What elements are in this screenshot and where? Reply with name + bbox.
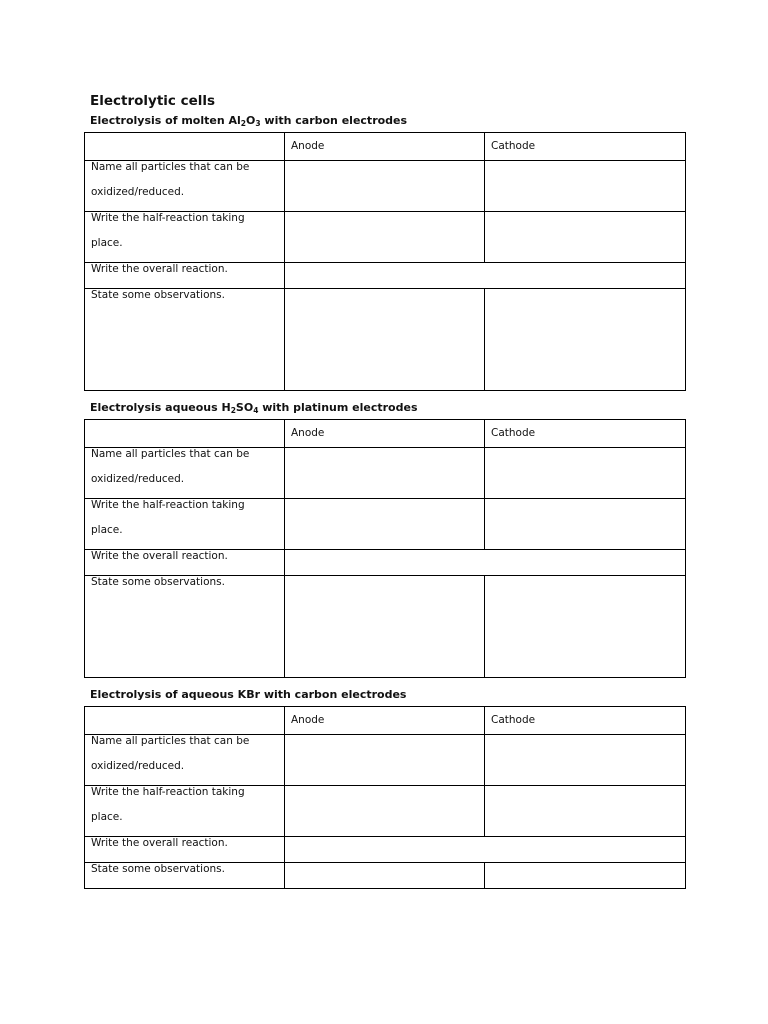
row-label: Write the overall reaction. <box>85 549 285 575</box>
row-label: State some observations. <box>85 288 285 390</box>
row-label: Name all particles that can be oxidized/reduced. <box>85 734 285 785</box>
cathode-answer-cell[interactable] <box>485 498 686 549</box>
row-label: Name all particles that can be oxidized/reduced. <box>85 447 285 498</box>
overall-reaction-answer-cell[interactable] <box>285 262 686 288</box>
header-cathode: Cathode <box>485 133 686 161</box>
row-label: State some observations. <box>85 862 285 888</box>
row-label: Write the half-reaction taking place. <box>85 785 285 836</box>
cathode-answer-cell[interactable] <box>485 160 686 211</box>
header-anode: Anode <box>285 420 485 448</box>
header-anode: Anode <box>285 707 485 735</box>
row-label: Write the half-reaction taking place. <box>85 211 285 262</box>
table-row <box>85 288 686 390</box>
row-label: State some observations. <box>85 575 285 677</box>
anode-answer-cell[interactable] <box>285 785 485 836</box>
anode-answer-cell[interactable] <box>285 575 485 677</box>
cathode-answer-cell[interactable] <box>485 288 686 390</box>
table-row <box>85 862 686 888</box>
anode-answer-cell[interactable] <box>285 447 485 498</box>
cathode-answer-cell[interactable] <box>485 211 686 262</box>
page-title: Electrolytic cells <box>90 93 216 109</box>
cathode-answer-cell[interactable] <box>485 734 686 785</box>
table-h2so4 <box>84 419 686 678</box>
table-kbr <box>84 706 686 889</box>
table-row <box>85 498 686 549</box>
overall-reaction-answer-cell[interactable] <box>285 836 686 862</box>
header-cathode: Cathode <box>485 707 686 735</box>
cathode-answer-cell[interactable] <box>485 575 686 677</box>
row-label: Write the half-reaction taking place. <box>85 498 285 549</box>
anode-answer-cell[interactable] <box>285 211 485 262</box>
header-cathode: Cathode <box>485 420 686 448</box>
section-title-kbr: Electrolysis of aqueous KBr with carbon electrodes <box>90 688 407 701</box>
section-title-h2so4: Electrolysis aqueous $H_2SO_4$ with platinum electrodes <box>90 401 418 415</box>
anode-answer-cell[interactable] <box>285 498 485 549</box>
row-label: Name all particles that can be oxidized/reduced. <box>85 160 285 211</box>
row-label: Write the overall reaction. <box>85 262 285 288</box>
table-row <box>85 160 686 211</box>
table-row <box>85 785 686 836</box>
row-label: Write the overall reaction. <box>85 836 285 862</box>
table-row <box>85 575 686 677</box>
cathode-answer-cell[interactable] <box>485 785 686 836</box>
overall-reaction-answer-cell[interactable] <box>285 549 686 575</box>
anode-answer-cell[interactable] <box>285 734 485 785</box>
cathode-answer-cell[interactable] <box>485 447 686 498</box>
table-al2o3 <box>84 132 686 391</box>
table-row <box>85 734 686 785</box>
header-anode: Anode <box>285 133 485 161</box>
section-title-al2o3: Electrolysis of molten $Al_2O_3$ with carbon electrodes <box>90 114 408 128</box>
cathode-answer-cell[interactable] <box>485 862 686 888</box>
anode-answer-cell[interactable] <box>285 160 485 211</box>
table-row <box>85 211 686 262</box>
anode-answer-cell[interactable] <box>285 288 485 390</box>
anode-answer-cell[interactable] <box>285 862 485 888</box>
table-row <box>85 447 686 498</box>
